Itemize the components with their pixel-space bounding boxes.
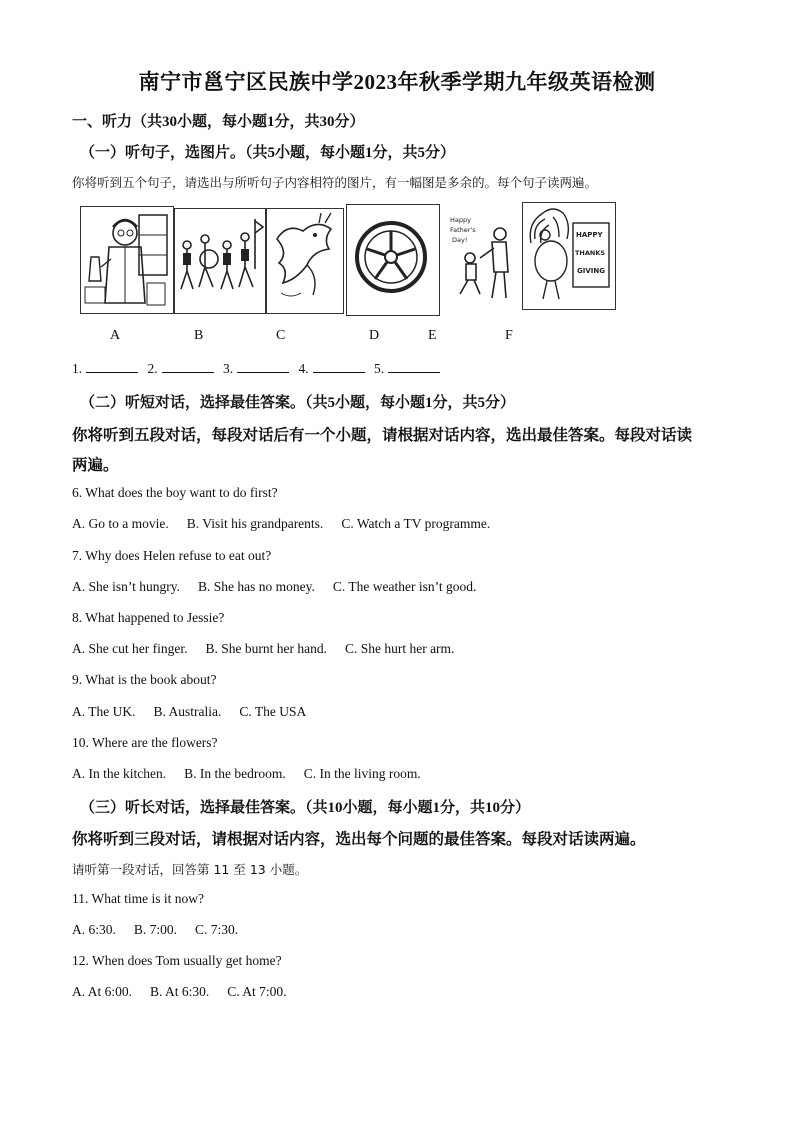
question-6-options xyxy=(72,516,508,532)
question-11-options xyxy=(72,922,256,938)
blank-label-4: 4. xyxy=(298,361,309,376)
picture-b-soldiers xyxy=(174,208,266,314)
option-11b[interactable]: B. 7:00. xyxy=(133,922,178,937)
page-title: 南宁市邕宁区民族中学2023年秋季学期九年级英语检测 xyxy=(138,70,656,94)
picture-e-fathers-day xyxy=(440,202,520,314)
part1-instruction: 你将听到五个句子，请选出与所听句子内容相符的图片，有一幅图是多余的。每个句子读两遍。 xyxy=(72,175,598,190)
picture-letter-b: B xyxy=(194,328,204,343)
part2-heading: （二）听短对话，选择最佳答案。（共5小题，每小题1分，共5分） xyxy=(80,395,516,411)
card-f-line1: HAPPY xyxy=(576,231,603,239)
answer-blank-2[interactable] xyxy=(162,360,214,373)
option-6a[interactable]: A. Go to a movie. xyxy=(72,516,169,531)
blank-label-1: 1. xyxy=(72,361,83,376)
card-f-line3: GIVING xyxy=(577,267,605,275)
picture-a-scientist xyxy=(80,206,174,314)
option-10c[interactable]: C. In the living room. xyxy=(303,766,421,781)
option-9b[interactable]: B. Australia. xyxy=(153,704,222,719)
answer-blanks xyxy=(72,360,446,377)
option-8a[interactable]: A. She cut her finger. xyxy=(72,641,188,656)
option-9a[interactable]: A. The UK. xyxy=(72,704,136,719)
part2-instruction-1: 你将听到五段对话，每段对话后有一个小题，请根据对话内容，选出最佳答案。每段对话读 xyxy=(72,427,693,444)
answer-blank-5[interactable] xyxy=(388,360,440,373)
question-11: 11. What time is it now? xyxy=(72,891,204,906)
option-9c[interactable]: C. The USA xyxy=(239,704,307,719)
part1-heading: （一）听句子，选图片。（共5小题，每小题1分，共5分） xyxy=(80,145,456,161)
blank-label-5: 5. xyxy=(374,361,385,376)
card-e-line2: Father's xyxy=(450,226,476,234)
question-7-options xyxy=(72,579,494,595)
option-8b[interactable]: B. She burnt her hand. xyxy=(205,641,327,656)
card-e-line3: Day! xyxy=(452,236,468,244)
answer-blank-3[interactable] xyxy=(237,360,289,373)
part3-sub-instruction: 请听第一段对话，回答第 11 至 13 小题。 xyxy=(72,862,308,877)
question-12-options xyxy=(72,984,305,1000)
picture-c-dragon xyxy=(266,208,344,314)
blank-label-2: 2. xyxy=(147,361,158,376)
question-10-options xyxy=(72,766,439,782)
option-12b[interactable]: B. At 6:30. xyxy=(150,984,210,999)
question-10: 10. Where are the flowers? xyxy=(72,735,218,750)
option-10b[interactable]: B. In the bedroom. xyxy=(184,766,286,781)
card-f-line2: THANKS xyxy=(575,249,606,257)
option-11a[interactable]: A. 6:30. xyxy=(72,922,116,937)
question-7: 7. Why does Helen refuse to eat out? xyxy=(72,548,272,563)
option-12c[interactable]: C. At 7:00. xyxy=(227,984,287,999)
option-12a[interactable]: A. At 6:00. xyxy=(72,984,133,999)
question-12: 12. When does Tom usually get home? xyxy=(72,953,282,968)
picture-row xyxy=(80,202,620,317)
option-7b[interactable]: B. She has no money. xyxy=(198,579,315,594)
section-heading: 一、听力（共30小题，每小题1分，共30分） xyxy=(72,114,365,130)
picture-letter-c: C xyxy=(276,328,286,343)
option-7c[interactable]: C. The weather isn’t good. xyxy=(332,579,477,594)
card-e-line1: Happy xyxy=(450,216,471,224)
picture-f-thanksgiving xyxy=(522,202,616,310)
picture-letter-f: F xyxy=(505,328,513,343)
option-7a[interactable]: A. She isn’t hungry. xyxy=(72,579,180,594)
question-9-options xyxy=(72,704,324,720)
part3-heading: （三）听长对话，选择最佳答案。（共10小题，每小题1分，共10分） xyxy=(80,800,531,816)
question-9: 9. What is the book about? xyxy=(72,672,217,687)
answer-blank-1[interactable] xyxy=(86,360,138,373)
question-8-options xyxy=(72,641,472,657)
option-6c[interactable]: C. Watch a TV programme. xyxy=(341,516,491,531)
picture-letter-e: E xyxy=(428,328,437,343)
picture-letter-a: A xyxy=(110,328,121,343)
option-11c[interactable]: C. 7:30. xyxy=(195,922,239,937)
part3-instruction: 你将听到三段对话，请根据对话内容，选出每个问题的最佳答案。每段对话读两遍。 xyxy=(72,831,646,848)
answer-blank-4[interactable] xyxy=(313,360,365,373)
option-10a[interactable]: A. In the kitchen. xyxy=(72,766,167,781)
question-6: 6. What does the boy want to do first? xyxy=(72,485,278,500)
picture-letter-d: D xyxy=(369,328,380,343)
part2-instruction-2: 两遍。 xyxy=(72,457,119,474)
option-6b[interactable]: B. Visit his grandparents. xyxy=(186,516,324,531)
blank-label-3: 3. xyxy=(223,361,234,376)
option-8c[interactable]: C. She hurt her arm. xyxy=(344,641,455,656)
picture-d-wheel xyxy=(346,204,440,316)
question-8: 8. What happened to Jessie? xyxy=(72,610,225,625)
